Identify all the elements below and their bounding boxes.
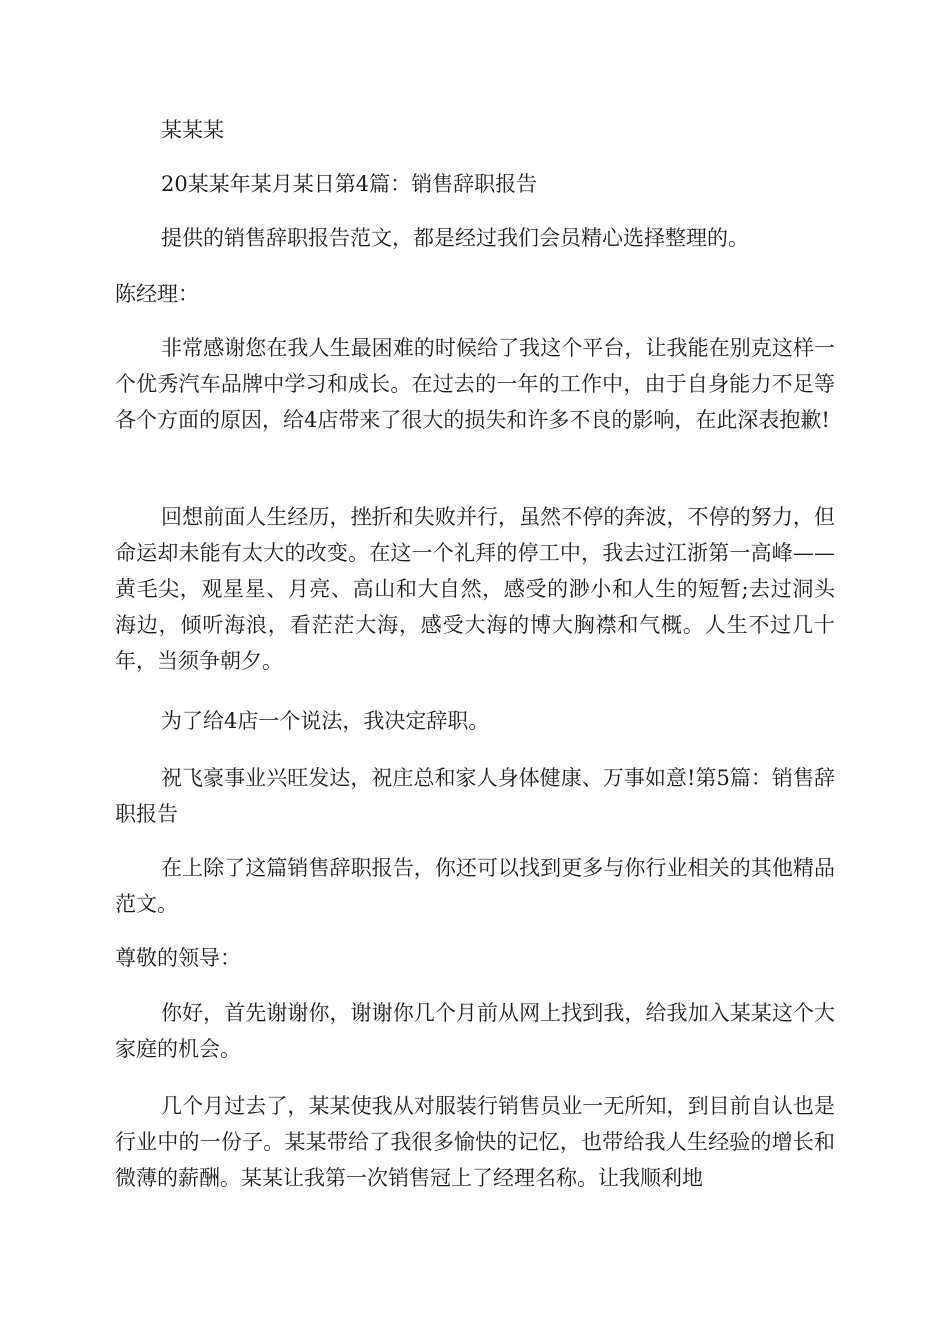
closing-and-section-title: 祝飞豪事业兴旺发达，祝庄总和家人身体健康、万事如意!第5篇：销售辞职报告	[115, 766, 835, 826]
body-paragraph: 你好，首先谢谢你，谢谢你几个月前从网上找到我，给我加入某某这个大家庭的机会。	[115, 1001, 835, 1061]
salutation: 陈经理：	[115, 282, 199, 306]
intro-paragraph: 在上除了这篇销售辞职报告，你还可以找到更多与你行业相关的其他精品范文。	[115, 856, 835, 916]
body-paragraph: 为了给4店一个说法，我决定辞职。	[161, 709, 490, 733]
body-paragraph: 几个月过去了，某某使我从对服装行销售员业一无所知，到目前自认也是行业中的一份子。某某带给了我很多愉快的记忆，也带给我人生经验的增长和微薄的薪酬。某某让我第一次销售冠上了经理名称。让我顺利地	[115, 1094, 835, 1190]
body-paragraph: 非常感谢您在我人生最困难的时候给了我这个平台，让我能在别克这样一个优秀汽车品牌中学习和成长。在过去的一年的工作中，由于自身能力不足等各个方面的原因，给4店带来了很大的损失和许多不良的影响，在此深表抱歉!	[115, 336, 835, 432]
salutation: 尊敬的领导：	[115, 946, 241, 970]
intro-paragraph: 提供的销售辞职报告范文，都是经过我们会员精心选择整理的。	[161, 226, 749, 250]
date-and-section-title: 20某某年某月某日第4篇：销售辞职报告	[161, 172, 538, 196]
body-paragraph: 回想前面人生经历，挫折和失败并行，虽然不停的奔波，不停的努力，但命运却未能有太大的改变。在这一个礼拜的停工中，我去过江浙第一高峰——黄毛尖，观星星、月亮、高山和大自然，感受的渺小和人生的短暂;去过洞头海边，倾听海浪，看茫茫大海，感受大海的博大胸襟和气概。人生不过几十年，当须争朝夕。	[115, 505, 835, 673]
signature-name: 某某某	[161, 118, 224, 142]
